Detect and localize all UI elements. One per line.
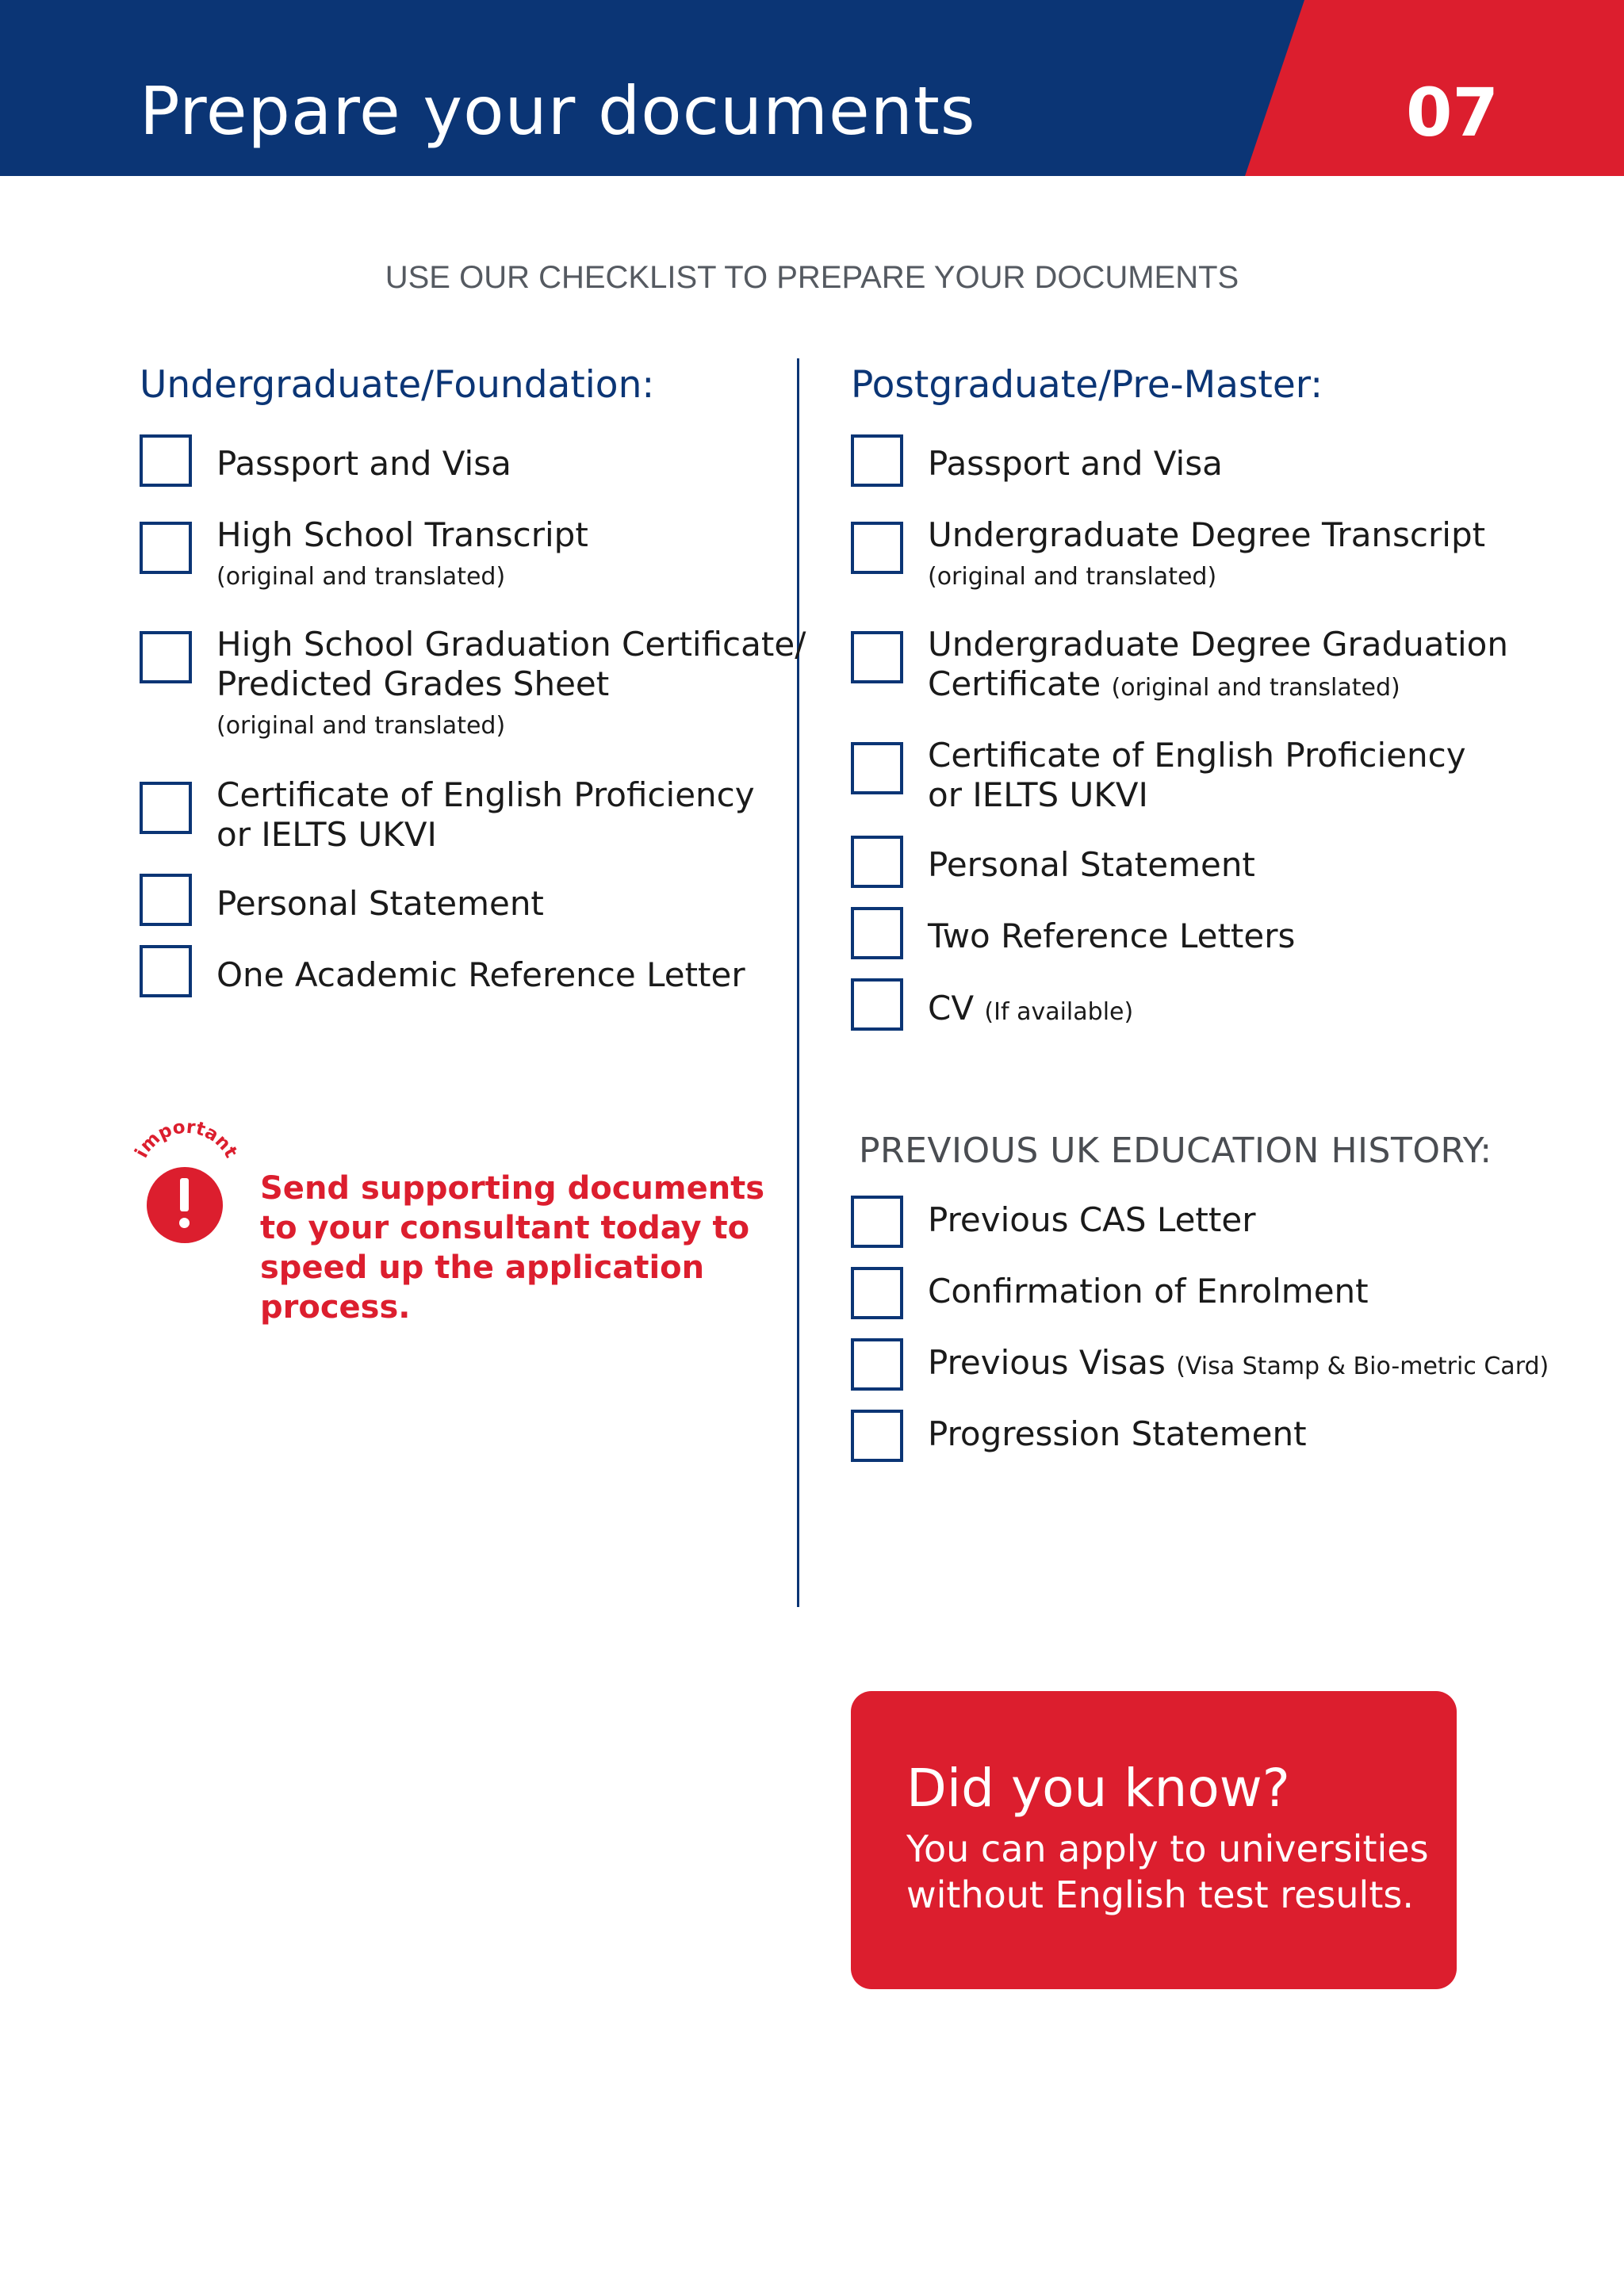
checkbox[interactable] xyxy=(140,631,192,683)
checklist-subtitle: USE OUR CHECKLIST TO PREPARE YOUR DOCUMENTS xyxy=(385,260,1239,295)
item-label: Predicted Grades Sheet xyxy=(216,664,610,703)
checkbox[interactable] xyxy=(140,522,192,574)
checkbox[interactable] xyxy=(140,874,192,926)
postgraduate-heading: Postgraduate/Pre-Master: xyxy=(851,363,1323,407)
important-line: Send supporting documents xyxy=(260,1170,765,1207)
did-you-know-box xyxy=(851,1691,1457,1989)
checkbox[interactable] xyxy=(851,978,903,1031)
important-line: speed up the application xyxy=(260,1249,705,1286)
item-label: Undergraduate Degree Graduation xyxy=(928,625,1508,664)
checkbox[interactable] xyxy=(851,1410,903,1462)
checkbox[interactable] xyxy=(851,434,903,487)
item-label: Personal Statement xyxy=(216,884,544,923)
item-label: High School Transcript xyxy=(216,515,588,554)
item-label: CV xyxy=(928,989,975,1027)
item-label: Passport and Visa xyxy=(216,444,511,483)
item-label: Passport and Visa xyxy=(928,444,1223,483)
item-label: Personal Statement xyxy=(928,845,1255,884)
page-number: 07 xyxy=(1406,74,1499,151)
item-label: Certificate of English Proficiency xyxy=(216,775,755,814)
item-label: Certificate xyxy=(928,664,1101,703)
checkbox[interactable] xyxy=(140,782,192,834)
important-line: to your consultant today to xyxy=(260,1210,750,1246)
item-label: Certificate of English Proficiency xyxy=(928,736,1466,775)
checkbox[interactable] xyxy=(140,945,192,997)
checkbox[interactable] xyxy=(851,631,903,683)
item-note: (original and translated) xyxy=(928,563,1217,591)
checkbox[interactable] xyxy=(851,1196,903,1248)
item-label: or IELTS UKVI xyxy=(928,775,1148,814)
item-note: (original and translated) xyxy=(216,712,506,740)
item-label: or IELTS UKVI xyxy=(216,815,437,854)
item-label: Previous CAS Letter xyxy=(928,1200,1256,1239)
important-message xyxy=(260,1169,764,1327)
item-label: Previous Visas xyxy=(928,1343,1166,1382)
did-you-know-line: You can apply to universities xyxy=(906,1827,1429,1870)
column-divider xyxy=(797,358,799,1607)
item-note: (If available) xyxy=(984,998,1134,1026)
item-label: Progression Statement xyxy=(928,1414,1307,1453)
item-label: High School Graduation Certificate/ xyxy=(216,625,806,664)
checkbox[interactable] xyxy=(851,1267,903,1319)
item-label: Confirmation of Enrolment xyxy=(928,1272,1369,1311)
undergraduate-heading: Undergraduate/Foundation: xyxy=(140,363,655,407)
page-title: Prepare your documents xyxy=(140,72,976,150)
important-badge xyxy=(131,1116,242,1235)
item-note: (original and translated) xyxy=(216,563,506,591)
did-you-know-title: Did you know? xyxy=(906,1758,1290,1819)
item-label: Undergraduate Degree Transcript xyxy=(928,515,1486,554)
checkbox[interactable] xyxy=(851,1338,903,1391)
item-label: Two Reference Letters xyxy=(928,916,1296,955)
svg-text:important xyxy=(132,1117,242,1161)
important-line: process. xyxy=(260,1289,411,1326)
uk-history-heading: PREVIOUS UK EDUCATION HISTORY: xyxy=(859,1131,1492,1171)
item-note: (Visa Stamp & Bio-metric Card) xyxy=(1176,1353,1549,1380)
checkbox[interactable] xyxy=(851,836,903,888)
checkbox[interactable] xyxy=(851,742,903,794)
item-label: One Academic Reference Letter xyxy=(216,955,745,994)
exclamation-icon xyxy=(147,1167,223,1243)
important-label-text: important xyxy=(131,1116,242,1161)
checkbox[interactable] xyxy=(140,434,192,487)
did-you-know-line: without English test results. xyxy=(906,1873,1414,1916)
checkbox[interactable] xyxy=(851,522,903,574)
item-note: (original and translated) xyxy=(1111,674,1400,702)
checkbox[interactable] xyxy=(851,907,903,959)
did-you-know-body xyxy=(906,1826,1429,1918)
